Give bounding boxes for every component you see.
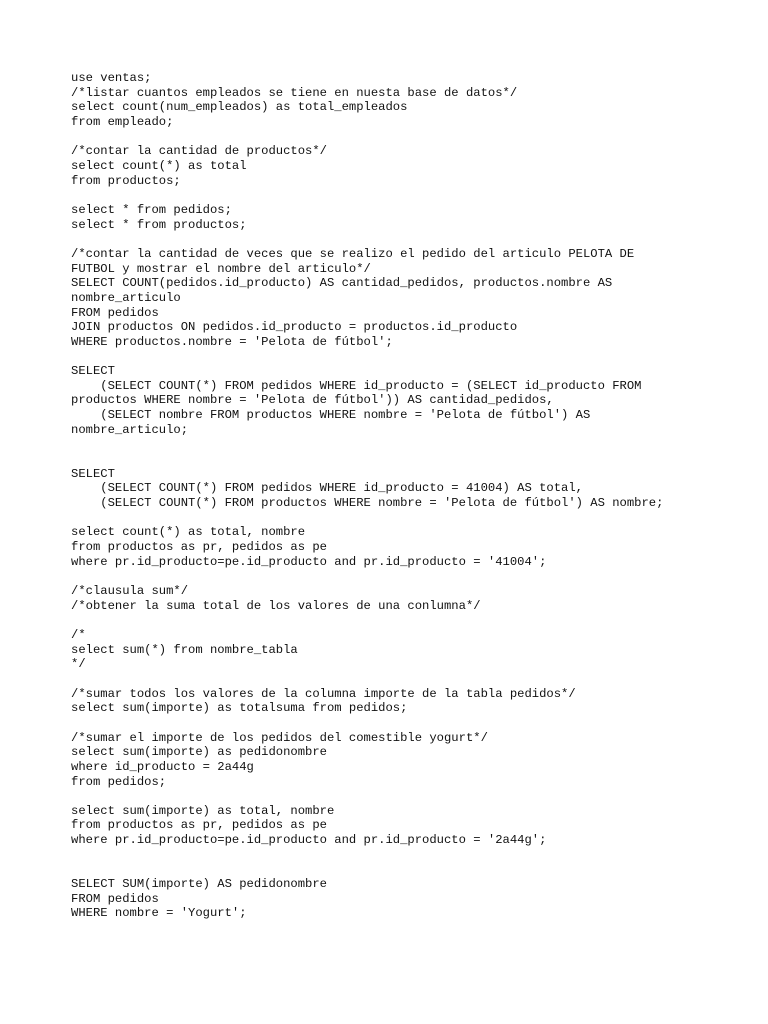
code-line: WHERE productos.nombre = 'Pelota de fútbol'; — [71, 334, 393, 349]
code-line: select sum(importe) as pedidonombre — [71, 745, 327, 760]
code-line: */ — [71, 657, 86, 672]
code-line: /*sumar todos los valores de la columna importe de la tabla pedidos*/ — [71, 686, 576, 701]
code-line: /*listar cuantos empleados se tiene en nuesta base de datos*/ — [71, 85, 518, 100]
code-line: productos WHERE nombre = 'Pelota de fútbol')) AS cantidad_pedidos, — [71, 393, 554, 408]
code-line — [71, 672, 751, 687]
code-line: select count(*) as total — [71, 158, 247, 173]
code-line: (SELECT COUNT(*) FROM pedidos WHERE id_producto = 41004) AS total, — [71, 481, 583, 496]
code-line — [71, 789, 751, 804]
code-line: SELECT COUNT(pedidos.id_producto) AS cantidad_pedidos, productos.nombre AS — [71, 276, 613, 291]
sql-code-block — [71, 71, 751, 921]
code-line: nombre_articulo — [71, 290, 181, 305]
code-line: SELECT — [71, 466, 115, 481]
code-line: (SELECT COUNT(*) FROM productos WHERE nombre = 'Pelota de fútbol') AS nombre; — [71, 496, 664, 511]
code-line: WHERE nombre = 'Yogurt'; — [71, 906, 247, 921]
code-line — [71, 716, 751, 731]
code-line: from productos; — [71, 173, 181, 188]
code-line: /*contar la cantidad de productos*/ — [71, 144, 327, 159]
code-line: where pr.id_producto=pe.id_producto and pr.id_producto = '2a44g'; — [71, 833, 547, 848]
code-line — [71, 862, 751, 877]
code-line: FUTBOL y mostrar el nombre del articulo*/ — [71, 261, 371, 276]
code-line — [71, 130, 751, 145]
code-line — [71, 452, 751, 467]
code-line — [71, 349, 751, 364]
code-line: from pedidos; — [71, 774, 167, 789]
code-line: where pr.id_producto=pe.id_producto and pr.id_producto = '41004'; — [71, 554, 547, 569]
code-line: (SELECT nombre FROM productos WHERE nombre = 'Pelota de fútbol') AS — [71, 408, 591, 423]
code-line — [71, 569, 751, 584]
code-line: SELECT — [71, 364, 115, 379]
code-line — [71, 613, 751, 628]
code-line: JOIN productos ON pedidos.id_producto = productos.id_producto — [71, 320, 518, 335]
code-line — [71, 437, 751, 452]
code-line: /*obtener la suma total de los valores de una conlumna*/ — [71, 598, 481, 613]
code-line: select count(*) as total, nombre — [71, 525, 306, 540]
code-line: /*clausula sum*/ — [71, 583, 189, 598]
code-line: nombre_articulo; — [71, 422, 189, 437]
code-line: /*contar la cantidad de veces que se realizo el pedido del articulo PELOTA DE — [71, 246, 635, 261]
code-line: (SELECT COUNT(*) FROM pedidos WHERE id_producto = (SELECT id_producto FROM — [71, 378, 642, 393]
code-line — [71, 232, 751, 247]
code-line: select sum(importe) as total, nombre — [71, 803, 335, 818]
code-line: select * from pedidos; — [71, 202, 232, 217]
code-line — [71, 848, 751, 863]
code-line: from empleado; — [71, 114, 174, 129]
code-line: select count(num_empleados) as total_empleados — [71, 100, 408, 115]
code-line: /*sumar el importe de los pedidos del comestible yogurt*/ — [71, 730, 488, 745]
code-line: /* — [71, 627, 86, 642]
code-line: select sum(*) from nombre_tabla — [71, 642, 298, 657]
code-line — [71, 188, 751, 203]
code-line: from productos as pr, pedidos as pe — [71, 540, 327, 554]
code-line: select * from productos; — [71, 217, 247, 232]
code-line: where id_producto = 2a44g — [71, 759, 254, 774]
code-line: SELECT SUM(importe) AS pedidonombre — [71, 877, 327, 892]
code-line — [71, 511, 751, 526]
code-line: FROM pedidos — [71, 305, 159, 320]
code-line: select sum(importe) as totalsuma from pedidos; — [71, 701, 408, 716]
code-line: from productos as pr, pedidos as pe — [71, 818, 327, 833]
code-line: FROM pedidos — [71, 891, 159, 906]
code-line: use ventas; — [71, 71, 152, 85]
